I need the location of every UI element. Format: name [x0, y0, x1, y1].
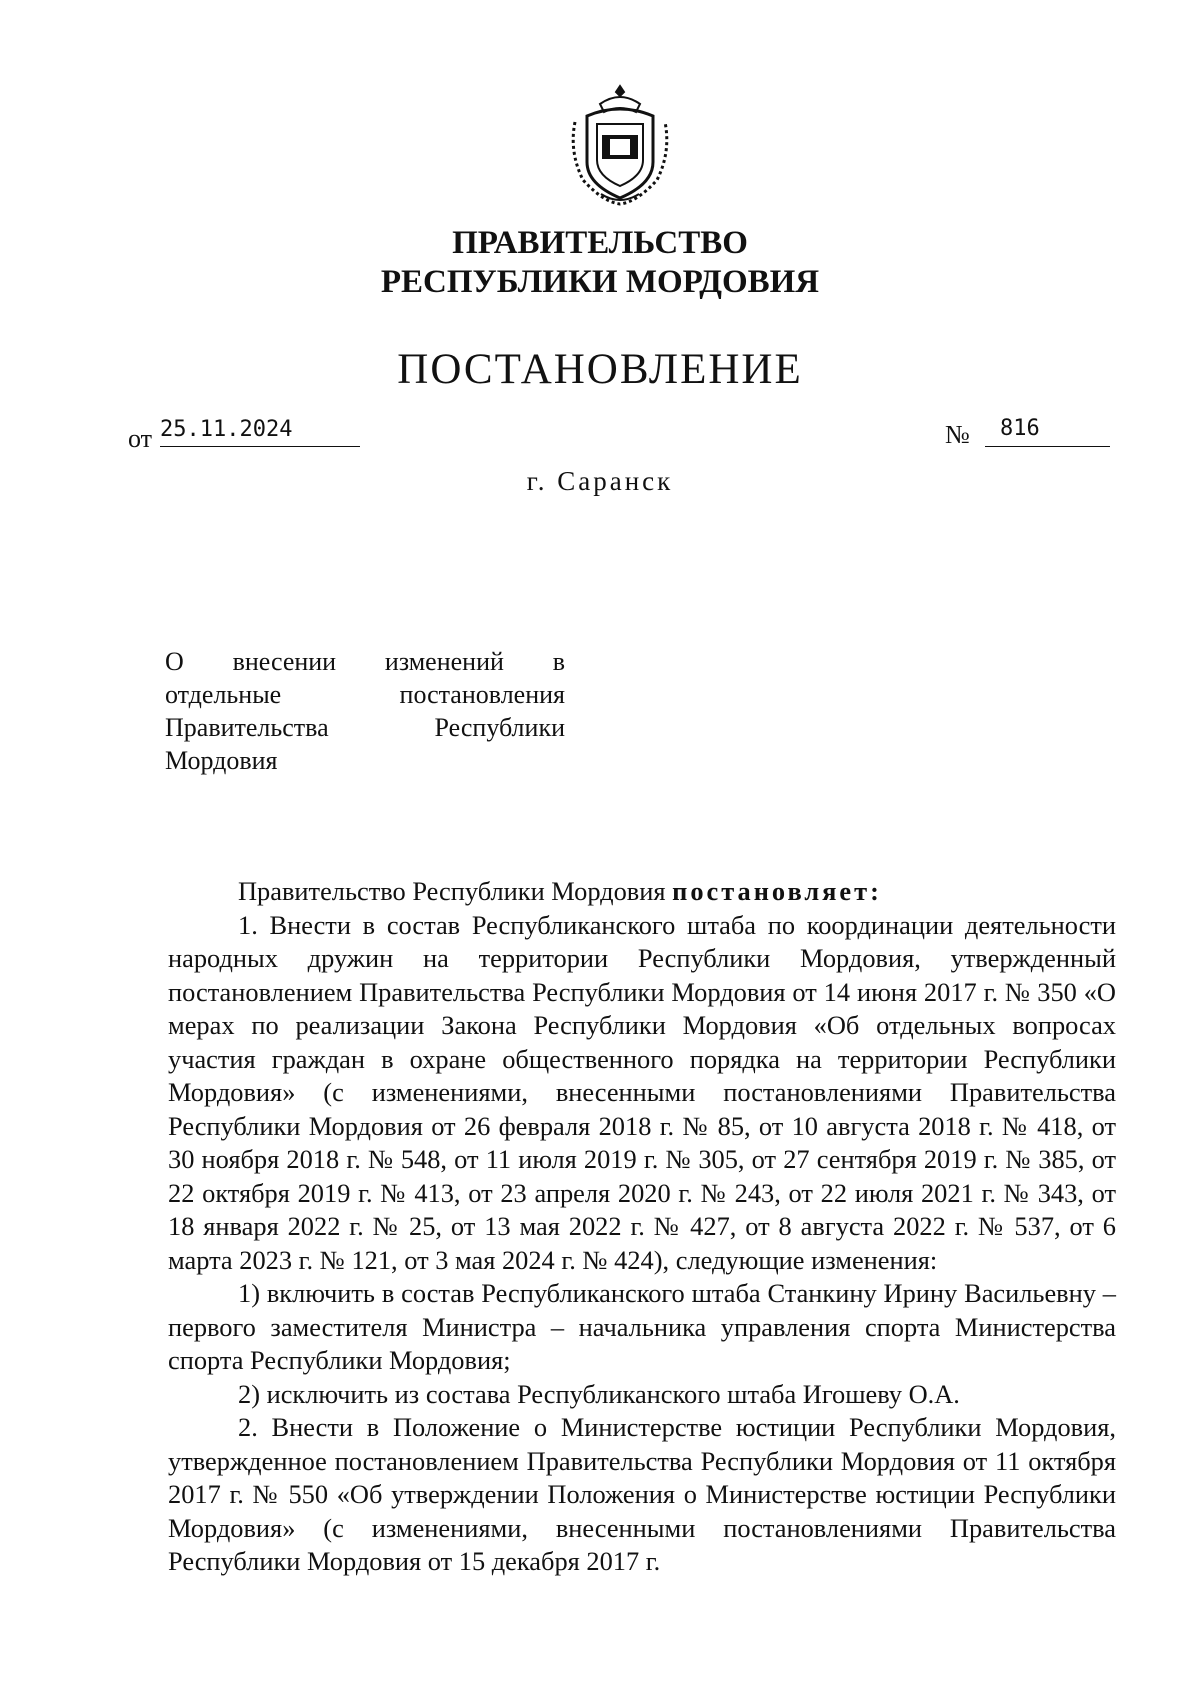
org-name-line2: РЕСПУБЛИКИ МОРДОВИЯ [380, 264, 820, 300]
number-prefix: № [945, 420, 970, 449]
subject-line: О внесении изменений в [165, 647, 565, 676]
intro-paragraph [168, 875, 1116, 909]
coat-of-arms-icon [565, 82, 675, 207]
subject-line: Правительства Республики [165, 713, 565, 742]
city: г. Саранск [526, 466, 674, 496]
document-date: 25.11.2024 [160, 417, 293, 442]
date-prefix: от [128, 424, 153, 453]
org-name-line1: ПРАВИТЕЛЬСТВО [452, 225, 748, 261]
document-number: 816 [1000, 416, 1040, 441]
paragraph-1-1: 1) включить в состав Республиканского штаба Станкину Ирину Васильевну – первого заместителя Министра – начальника управления спорта Министерства спорта Республики Мордовия; [168, 1278, 1116, 1375]
document-body [168, 875, 1116, 1579]
paragraph-2: 2. Внести в Положение о Министерстве юстиции Республики Мордовия, утвержденное постановлением Правительства Республики Мордовия от 11 октября 2017 г. № 550 «Об утверждении Положения о Министерстве юстиции Республики Мордовия» (с изменениями, внесенными постановлениями Правительства Республики Мордовия от 15 декабря 2017 г. [168, 1412, 1116, 1576]
subject-line: отдельные постановления [165, 680, 565, 709]
paragraph-1: 1. Внести в состав Республиканского штаба по координации деятельности народных дружин на территории Республики Мордовия, утвержденный постановлением Правительства Республики Мордовия от 14 июня 2017 г. № 350 «О мерах по реализации Закона Республики Мордовия «Об отдельных вопросах участия граждан в охране общественного порядка на территории Республики Мордовия» (с изменениями, внесенными постановлениями Правительства Республики Мордовия от 26 февраля 2018 г. № 85, от 10 августа 2018 г. № 418, от 30 ноября 2018 г. № 548, от 11 июля 2019 г. № 305, от 27 сентября 2019 г. № 385, от 22 октября 2019 г. № 413, от 23 апреля 2020 г. № 243, от 22 июля 2021 г. № 343, от 18 января 2022 г. № 25, от 13 мая 2022 г. № 427, от 8 августа 2022 г. № 537, от 6 марта 2023 г. № 121, от 3 мая 2024 г. № 424), следующие изменения: [168, 909, 1116, 1275]
intro-emphasis: постановляет: [672, 876, 882, 906]
document-type: ПОСТАНОВЛЕНИЕ [397, 346, 803, 393]
paragraph-1-2: 2) исключить из состава Республиканского штаба Игошеву О.А. [238, 1378, 960, 1409]
intro-text: Правительство Республики Мордовия [238, 876, 673, 906]
subject-line: Мордовия [165, 746, 278, 775]
document-subject [165, 645, 565, 777]
